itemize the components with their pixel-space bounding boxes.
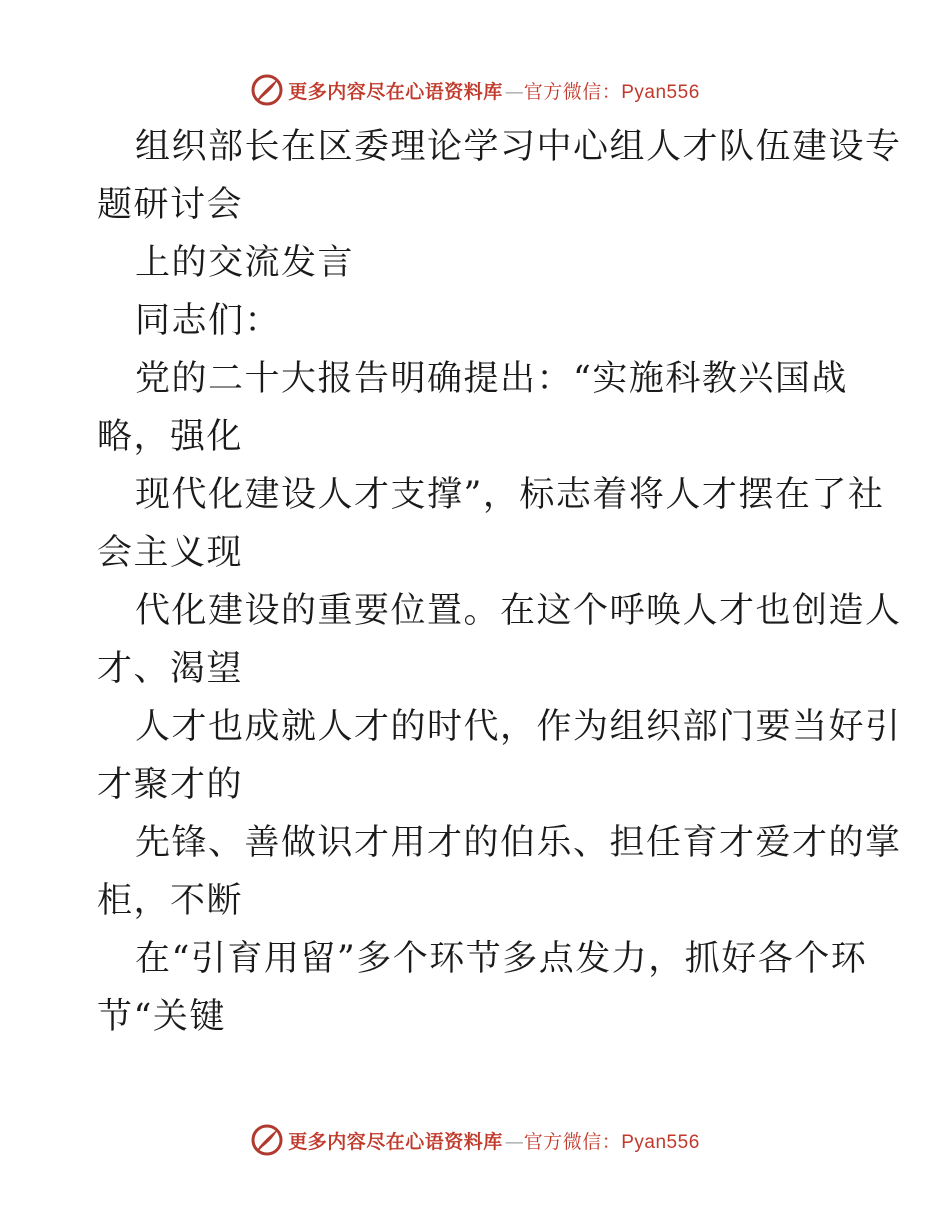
title-line-2: 题研讨会: [97, 185, 244, 225]
quill-logo-icon: [250, 1123, 284, 1157]
paragraph-line: 才、渴望: [97, 649, 244, 689]
footer-banner: [0, 1120, 950, 1160]
quill-logo-icon: [250, 73, 284, 107]
paragraph-line: 党的二十大报告明确提出：“实施科教兴国战: [135, 359, 848, 399]
banner-text: 更多内容尽在心语资料库 — 官方微信：Pyan556: [288, 80, 700, 103]
title-line-1: 组织部长在区委理论学习中心组人才队伍建设专: [135, 127, 902, 167]
title-line-3: 上的交流发言: [135, 243, 355, 283]
paragraph-line: 会主义现: [97, 533, 244, 573]
paragraph-line: 代化建设的重要位置。在这个呼唤人才也创造人: [135, 591, 902, 631]
paragraph-line: 柜，不断: [97, 881, 244, 921]
banner-text: 更多内容尽在心语资料库 — 官方微信：Pyan556: [288, 1130, 700, 1153]
header-banner: [0, 70, 950, 110]
paragraph-line: 先锋、善做识才用才的伯乐、担任育才爱才的掌: [135, 823, 902, 863]
paragraph-line: 才聚才的: [97, 765, 244, 805]
paragraph-line: 节“关键: [97, 997, 226, 1037]
paragraph-line: 在“引育用留”多个环节多点发力，抓好各个环: [135, 939, 868, 979]
salutation: 同志们：: [135, 301, 282, 341]
paragraph-line: 现代化建设人才支撑”，标志着将人才摆在了社: [135, 475, 885, 515]
document-body: [97, 118, 902, 1046]
paragraph-line: 略，强化: [97, 417, 244, 457]
paragraph-line: 人才也成就人才的时代，作为组织部门要当好引: [135, 707, 902, 747]
